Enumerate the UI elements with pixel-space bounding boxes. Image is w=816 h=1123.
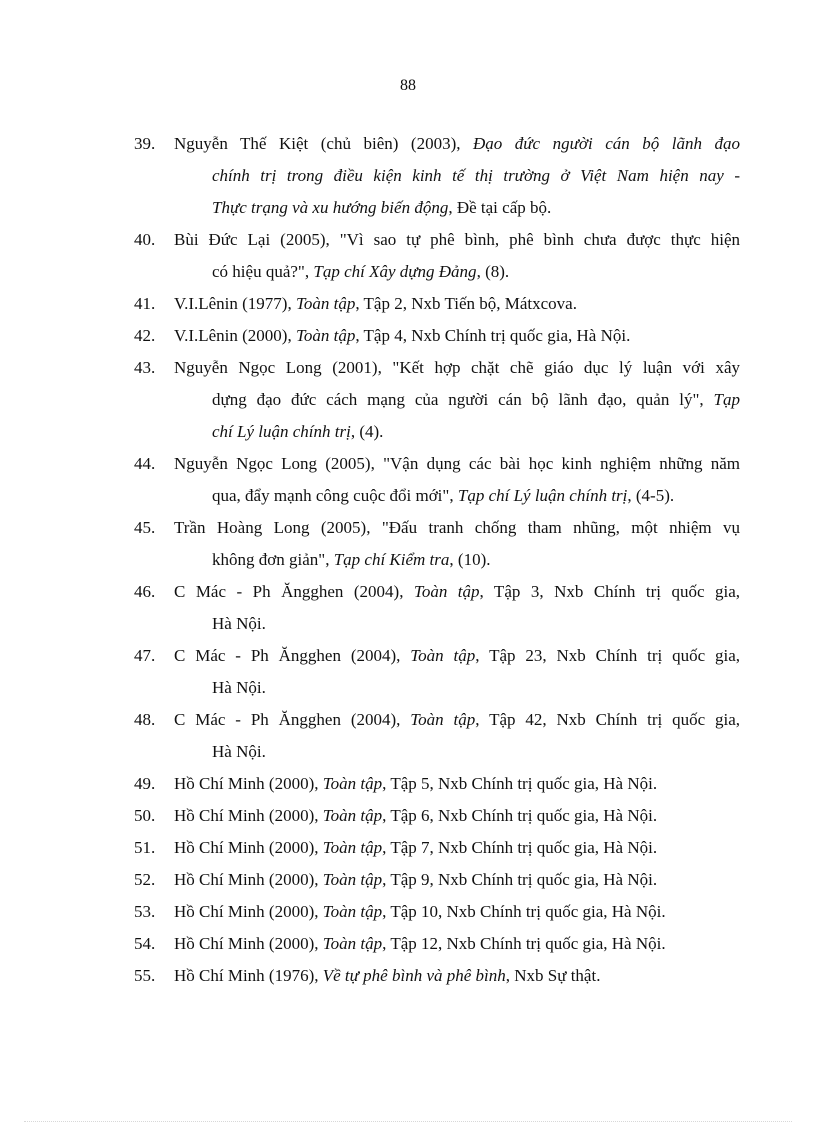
reference-item xyxy=(134,128,740,224)
reference-segment: Bùi Đức Lại (2005), "Vì sao tự phê bình, phê bình chưa được thực hiện xyxy=(174,230,740,249)
reference-segment: V.I.Lênin (2000), xyxy=(174,326,296,345)
reference-text xyxy=(174,896,740,928)
reference-text xyxy=(174,288,740,320)
reference-line xyxy=(174,928,740,960)
reference-number: 44. xyxy=(134,454,156,473)
reference-line xyxy=(174,704,740,736)
reference-title-segment: chí Lý luận chính trị xyxy=(212,422,351,441)
reference-line xyxy=(174,224,740,256)
reference-title-segment: Toàn tập xyxy=(295,294,356,313)
reference-number: 50. xyxy=(134,806,156,825)
reference-item xyxy=(134,224,740,288)
reference-segment: C Mác - Ph Ăngghen (2004), xyxy=(174,710,411,729)
reference-text xyxy=(174,224,740,288)
reference-segment: , Nxb Sự thật. xyxy=(505,966,601,985)
reference-segment: , (10). xyxy=(449,550,491,569)
reference-text xyxy=(174,352,740,448)
reference-title-segment: Toàn tập xyxy=(322,902,383,921)
reference-segment: C Mác - Ph Ăngghen (2004), xyxy=(174,646,411,665)
reference-text xyxy=(174,832,740,864)
reference-number: 51. xyxy=(134,838,156,857)
reference-segment: Hồ Chí Minh (2000), xyxy=(174,870,323,889)
reference-text xyxy=(174,640,740,704)
reference-segment: qua, đẩy mạnh công cuộc đổi mới", xyxy=(212,486,458,505)
reference-segment: Nguyễn Thế Kiệt (chủ biên) (2003), xyxy=(174,134,473,153)
reference-item xyxy=(134,576,740,640)
reference-title-segment: Toàn tập xyxy=(322,934,383,953)
reference-number: 43. xyxy=(134,358,156,377)
reference-title-segment: Toàn tập xyxy=(322,838,383,857)
reference-segment: , Tập 3, Nxb Chính trị quốc gia, xyxy=(479,582,740,601)
reference-number: 39. xyxy=(134,134,156,153)
reference-text xyxy=(174,320,740,352)
reference-item xyxy=(134,288,740,320)
reference-text xyxy=(174,768,740,800)
reference-text xyxy=(174,448,740,512)
reference-line xyxy=(174,640,740,672)
reference-segment: , Tập 12, Nxb Chính trị quốc gia, Hà Nội. xyxy=(382,934,666,953)
page-number-text: 88 xyxy=(400,77,416,94)
reference-number: 40. xyxy=(134,230,156,249)
reference-segment: Trần Hoàng Long (2005), "Đấu tranh chống tham nhũng, một nhiệm vụ xyxy=(174,518,740,537)
reference-segment: C Mác - Ph Ăngghen (2004), xyxy=(174,582,414,601)
reference-item xyxy=(134,352,740,448)
reference-segment: , Tập 2, Nxb Tiến bộ, Mátxcova. xyxy=(355,294,577,313)
reference-segment: , Tập 9, Nxb Chính trị quốc gia, Hà Nội. xyxy=(382,870,658,889)
page-bottom-divider xyxy=(24,1121,792,1122)
reference-line xyxy=(174,672,740,704)
reference-item xyxy=(134,640,740,704)
reference-line xyxy=(174,960,740,992)
reference-item xyxy=(134,768,740,800)
reference-line xyxy=(174,384,740,416)
reference-number: 41. xyxy=(134,294,156,313)
reference-number: 48. xyxy=(134,710,156,729)
reference-line xyxy=(174,608,740,640)
reference-item xyxy=(134,320,740,352)
reference-number: 53. xyxy=(134,902,156,921)
reference-number: 46. xyxy=(134,582,156,601)
reference-line xyxy=(174,416,740,448)
reference-segment: Hà Nội. xyxy=(212,614,266,633)
reference-line xyxy=(174,576,740,608)
reference-segment: , Tập 10, Nxb Chính trị quốc gia, Hà Nội. xyxy=(382,902,666,921)
reference-segment: không đơn giản", xyxy=(212,550,334,569)
reference-segment: Hồ Chí Minh (2000), xyxy=(174,774,323,793)
reference-title-segment: Về tự phê bình và phê bình xyxy=(322,966,506,985)
reference-title-segment: Toàn tập xyxy=(413,582,480,601)
reference-title-segment: Tạp chí Xây dựng Đảng xyxy=(313,262,477,281)
reference-line xyxy=(174,800,740,832)
reference-segment: , Tập 42, Nxb Chính trị quốc gia, xyxy=(475,710,741,729)
reference-list xyxy=(134,128,740,992)
reference-segment: , (4-5). xyxy=(627,486,675,505)
reference-segment: Hồ Chí Minh (1976), xyxy=(174,966,323,985)
reference-line xyxy=(174,896,740,928)
reference-segment: , Tập 5, Nxb Chính trị quốc gia, Hà Nội. xyxy=(382,774,658,793)
reference-item xyxy=(134,448,740,512)
reference-line xyxy=(174,768,740,800)
reference-line xyxy=(174,320,740,352)
reference-item xyxy=(134,864,740,896)
reference-number: 42. xyxy=(134,326,156,345)
reference-segment: , Tập 23, Nxb Chính trị quốc gia, xyxy=(475,646,741,665)
reference-segment: Hồ Chí Minh (2000), xyxy=(174,902,323,921)
reference-title-segment: Toàn tập xyxy=(295,326,356,345)
reference-segment: dựng đạo đức cách mạng của người cán bộ lãnh đạo, quản lý", xyxy=(212,390,714,409)
page-number xyxy=(0,76,816,96)
reference-title-segment: Toàn tập xyxy=(322,806,383,825)
reference-segment: , Đề tại cấp bộ. xyxy=(448,198,552,217)
reference-title-segment: Toàn tập xyxy=(410,646,476,665)
reference-number: 55. xyxy=(134,966,156,985)
reference-segment: Nguyễn Ngọc Long (2001), "Kết hợp chặt chẽ giáo dục lý luận với xây xyxy=(174,358,740,377)
reference-segment: Hồ Chí Minh (2000), xyxy=(174,806,323,825)
reference-line xyxy=(174,352,740,384)
reference-item xyxy=(134,704,740,768)
reference-segment: V.I.Lênin (1977), xyxy=(174,294,296,313)
reference-title-segment: Tạp chí Lý luận chính trị xyxy=(457,486,628,505)
reference-line xyxy=(174,256,740,288)
reference-number: 49. xyxy=(134,774,156,793)
reference-item xyxy=(134,800,740,832)
reference-text xyxy=(174,928,740,960)
reference-text xyxy=(174,960,740,992)
reference-text xyxy=(174,704,740,768)
reference-text xyxy=(174,512,740,576)
reference-item xyxy=(134,896,740,928)
reference-line xyxy=(174,192,740,224)
reference-line xyxy=(174,832,740,864)
reference-segment: Hồ Chí Minh (2000), xyxy=(174,934,323,953)
reference-line xyxy=(174,512,740,544)
reference-title-segment: Tạp xyxy=(713,390,740,409)
reference-line xyxy=(174,160,740,192)
reference-title-segment: Toàn tập xyxy=(322,870,383,889)
reference-number: 47. xyxy=(134,646,156,665)
reference-segment: có hiệu quả?", xyxy=(212,262,314,281)
reference-text xyxy=(174,128,740,224)
reference-line xyxy=(174,480,740,512)
reference-number: 45. xyxy=(134,518,156,537)
reference-number: 52. xyxy=(134,870,156,889)
reference-segment: , Tập 7, Nxb Chính trị quốc gia, Hà Nội. xyxy=(382,838,658,857)
reference-text xyxy=(174,864,740,896)
reference-item xyxy=(134,960,740,992)
reference-item xyxy=(134,832,740,864)
reference-segment: , (8). xyxy=(476,262,510,281)
reference-segment: Hồ Chí Minh (2000), xyxy=(174,838,323,857)
reference-line xyxy=(174,864,740,896)
reference-number: 54. xyxy=(134,934,156,953)
reference-line xyxy=(174,288,740,320)
reference-segment: Hà Nội. xyxy=(212,742,266,761)
reference-title-segment: Đạo đức người cán bộ lãnh đạo xyxy=(473,134,741,153)
reference-title-segment: Toàn tập xyxy=(410,710,476,729)
reference-text xyxy=(174,800,740,832)
reference-line xyxy=(174,736,740,768)
reference-segment: Nguyễn Ngọc Long (2005), "Vận dụng các bài học kinh nghiệm những năm xyxy=(174,454,740,473)
reference-line xyxy=(174,448,740,480)
reference-segment: , Tập 6, Nxb Chính trị quốc gia, Hà Nội. xyxy=(382,806,658,825)
reference-segment: Hà Nội. xyxy=(212,678,266,697)
reference-line xyxy=(174,544,740,576)
reference-text xyxy=(174,576,740,640)
reference-title-segment: chính trị trong điều kiện kinh tế thị trường ở Việt Nam hiện nay - xyxy=(212,166,740,185)
reference-item xyxy=(134,512,740,576)
reference-item xyxy=(134,928,740,960)
reference-title-segment: Thực trạng và xu hướng biến động xyxy=(212,198,449,217)
reference-segment: , (4). xyxy=(350,422,384,441)
reference-segment: , Tập 4, Nxb Chính trị quốc gia, Hà Nội. xyxy=(355,326,631,345)
reference-title-segment: Tạp chí Kiểm tra xyxy=(333,550,450,569)
reference-line xyxy=(174,128,740,160)
reference-title-segment: Toàn tập xyxy=(322,774,383,793)
